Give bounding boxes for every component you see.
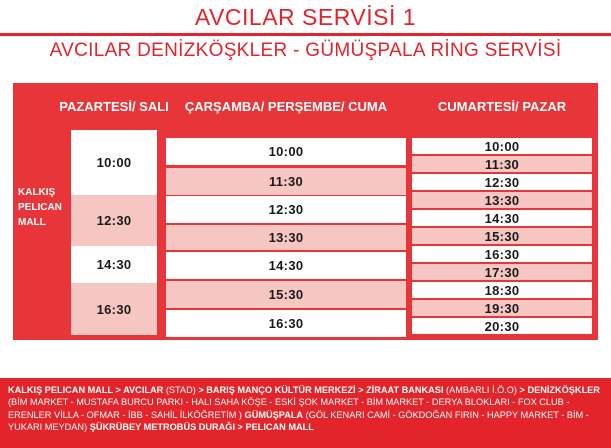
time-cell-weekend: 19:30 [412, 300, 592, 316]
time-cell-weekend: 15:30 [412, 228, 592, 244]
route-segment: ŞÜKRÜBEY METROBÜS DURAĞI > PELICAN MALL [89, 422, 314, 433]
route-segment: (AMBARLI İ.Ö.O) [443, 385, 520, 395]
time-cell-weekend: 18:30 [412, 282, 592, 298]
page-subtitle: AVCILAR DENİZKÖŞKLER - GÜMÜŞPALA RİNG SERVİSİ [49, 40, 562, 61]
time-cell-weekday: 16:30 [71, 283, 157, 335]
route-description [0, 378, 611, 448]
time-cell-weekday: 12:30 [71, 195, 157, 246]
time-cell-weekend: 12:30 [412, 174, 592, 190]
time-cell-weekend: 16:30 [412, 246, 592, 262]
route-segment: (BİM MARKET - MUSTAFA BURCU PARKI - HALI SAHA KÖŞE - ESKİ ŞOK MARKET - BİM MARKET - DERYA BLOKLARI - FOX CLUB - ERENLER VİLLA - OFMAR - İBB - SAHİL İLKÖĞRETİM ) [8, 397, 570, 420]
departure-label-line: PELICAN [18, 202, 62, 213]
time-cell-weekend: 11:30 [412, 156, 592, 172]
time-cell-weekend: 17:30 [412, 264, 592, 280]
time-cell-midweek: 10:00 [166, 138, 406, 165]
route-segment: KALKIŞ PELICAN MALL > AVCILAR [8, 385, 164, 395]
route-segment: GÜMÜŞPALA [244, 409, 304, 420]
title-divider [0, 33, 611, 36]
departure-label-line: MALL [18, 217, 46, 228]
time-cell-weekday: 10:00 [71, 130, 157, 195]
time-cell-midweek: 14:30 [166, 252, 406, 279]
time-cell-midweek: 12:30 [166, 196, 406, 223]
route-segment: > DENİZKÖŞKLER [519, 385, 600, 395]
departure-label [13, 185, 71, 230]
route-segment: (GÖL KENARI CAMİ - GÖKDOĞAN FIRIN - HAPPY MARKET - BİM - YUKARI MEYDAN) [8, 409, 589, 433]
time-cell-midweek: 15:30 [166, 281, 406, 308]
page-title: AVCILAR SERVİSİ 1 [194, 4, 417, 30]
column-header-midweek: ÇARŞAMBA/ PERŞEMBE/ CUMA [184, 98, 388, 114]
time-cell-weekday: 14:30 [71, 246, 157, 283]
time-cell-weekend: 20:30 [412, 318, 592, 334]
route-segment: (STAD) [163, 385, 199, 395]
time-cell-midweek: 13:30 [166, 225, 406, 250]
time-cell-midweek: 11:30 [166, 168, 406, 195]
departure-label-line: KALKIŞ [18, 187, 56, 198]
time-cell-weekend: 13:30 [412, 192, 592, 208]
column-header-weekend: CUMARTESİ/ PAZAR [437, 98, 567, 114]
time-cell-midweek: 16:30 [166, 310, 406, 337]
column-header-weekday: PAZARTESİ/ SALI [59, 98, 169, 114]
route-segment: > BARIŞ MANÇO KÜLTÜR MERKEZİ > ZİRAAT BANKASI [198, 385, 444, 395]
time-cell-weekend: 14:30 [412, 210, 592, 226]
time-cell-weekend: 10:00 [412, 138, 592, 154]
